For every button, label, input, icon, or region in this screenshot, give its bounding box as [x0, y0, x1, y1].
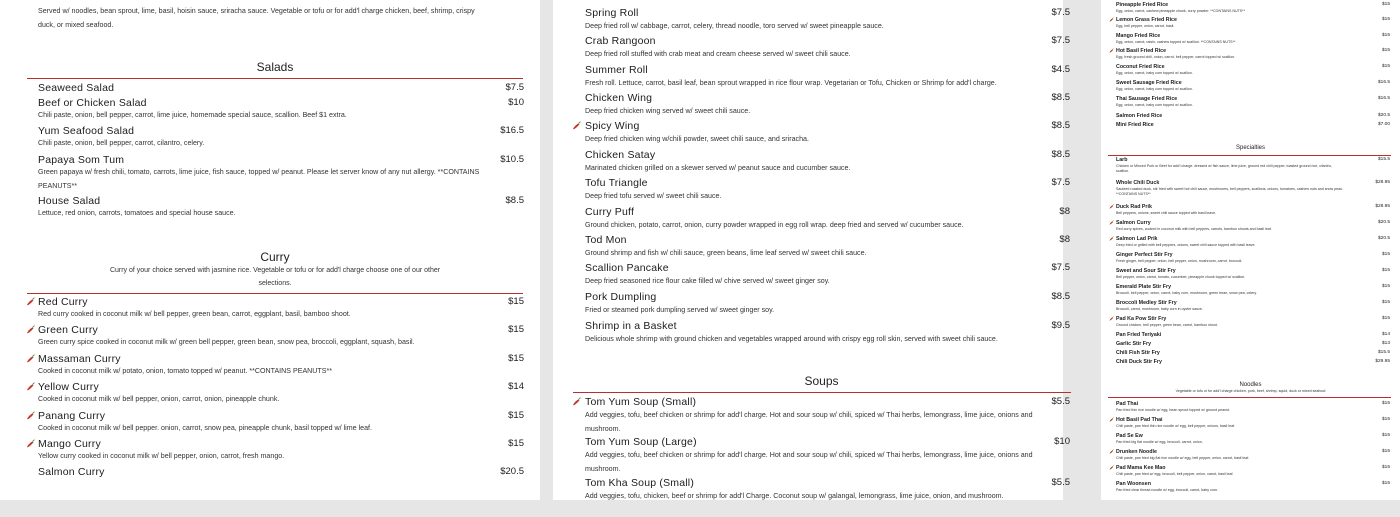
menu-item-name: Broccoli Medley Stir Fry [1116, 300, 1177, 306]
menu-item-name: Pork Dumpling [585, 291, 657, 303]
menu-page-right [1101, 0, 1400, 500]
menu-item [38, 381, 524, 409]
menu-item-price: $10 [508, 97, 524, 108]
menu-item [1116, 33, 1390, 47]
menu-item-price: $9.5 [1051, 320, 1070, 331]
menu-item-name: Papaya Som Tum [38, 154, 125, 166]
menu-item [1116, 2, 1390, 16]
menu-item [585, 149, 1070, 177]
menu-item-price: $15 [1381, 268, 1390, 273]
curry-subtitle: selections. [258, 280, 292, 287]
menu-item [38, 324, 524, 352]
menu-item-name: Mango Curry [38, 438, 101, 450]
menu-item [585, 206, 1070, 234]
menu-item-name: Yum Seafood Salad [38, 125, 135, 137]
menu-item-desc: Deep fried tofu served w/ sweet chili sauce. [585, 192, 722, 200]
menu-item-name: Chili Fish Stir Fry [1116, 350, 1160, 356]
section-divider [27, 78, 523, 79]
menu-item-name: Coconut Fried Rice [1116, 64, 1165, 70]
menu-item-desc: Fresh roll. Lettuce, carrot, basil leaf, bean sprout wrapped in rice flour wrap. Vegetarian or Tofu, Chicken or Shrimp for add'l charge. [585, 79, 997, 87]
menu-item-name: Chicken Satay [585, 149, 656, 161]
menu-item-desc: Chili paste, onion, bell pepper, carrot, cilantro, celery. [38, 139, 205, 147]
menu-item-price: $15 [508, 296, 524, 307]
menu-item-desc: Green curry spice cooked in coconut milk w/ green bell pepper, green bean, snow pea, broccoli, eggplant, squash, basil. [38, 338, 415, 347]
menu-item [1116, 284, 1390, 298]
menu-item-desc: Chili paste, pan fried thin rice noodle w/ egg, bell pepper, onions, basil leaf. [1116, 423, 1236, 428]
menu-item [1116, 80, 1390, 94]
menu-item-name: Tom Yum Soup (Small) [585, 396, 697, 408]
noodles-subtitle: Vegetable or tofu or for add'l charge chicken, pork, beef, shrimp, squid, duck or mixed seafood [1175, 389, 1326, 393]
menu-item-name: Mango Fried Rice [1116, 33, 1161, 39]
menu-item [585, 477, 1070, 517]
menu-item-desc: duck, or mixed seafood. [38, 21, 114, 29]
menu-item-name: Sweet Sausage Fried Rice [1116, 80, 1182, 86]
menu-item-price: $16.5 [500, 125, 524, 136]
menu-item [1116, 180, 1390, 197]
menu-item [585, 436, 1070, 476]
menu-item [38, 195, 524, 223]
menu-item-name: Salmon Curry [38, 466, 105, 479]
menu-item-price: $15 [1381, 17, 1390, 22]
menu-item-desc: Deep fried chicken wing served w/ sweet chili sauce. [585, 107, 751, 115]
menu-item-price: $16.5 [1377, 96, 1390, 101]
menu-item-price: $15 [508, 324, 524, 336]
section-divider [27, 293, 523, 294]
menu-item-name: Scallion Pancake [585, 262, 669, 274]
menu-item-desc: scallion. [1116, 169, 1129, 174]
menu-item-desc: Pan fried big flat noodle w/ egg, broccoli, carrot, onion. [1116, 439, 1203, 444]
menu-item-price: $28.95 [1375, 204, 1390, 209]
menu-item-name: Red Curry [38, 296, 88, 308]
menu-item [1116, 220, 1390, 234]
menu-item [1116, 316, 1390, 330]
menu-item-desc: Served w/ noodles, bean sprout, lime, basil, hoisin sauce, sriracha sauce. Vegetable or tofu or for add'l charge chicken, beef, shrimp, crispy [38, 7, 475, 15]
menu-item-name: Panang Curry [38, 409, 106, 422]
menu-item-name: Tom Yum Soup (Large) [585, 436, 697, 448]
menu-item [585, 177, 1070, 205]
menu-item-price: $16.5 [1377, 80, 1390, 85]
menu-item [585, 7, 1070, 35]
menu-item-price: $15 [1381, 449, 1390, 454]
menu-item-name: Thai Sausage Fried Rice [1116, 96, 1178, 102]
menu-item-desc: Cooked in coconut milk w/ potato, onion, tomato topped w/ peanut. **CONTAINS PEANUTS** [38, 366, 333, 375]
menu-item-name: Spring Roll [585, 7, 639, 19]
menu-item [1116, 96, 1390, 110]
spicy-chili-icon [1109, 417, 1114, 422]
menu-item-desc: Red curry cooked in coconut milk w/ bell pepper, green bean, carrot, eggplant, basil, bamboo shoot. [38, 310, 351, 318]
menu-item-price: $15 [1381, 316, 1390, 321]
menu-item-name: Salmon Curry [1116, 220, 1151, 226]
menu-item-desc: Pan fried clear thread noodle w/ egg, broccoli, carrot, baby corn. [1116, 487, 1219, 492]
menu-item-price: $15 [1381, 252, 1390, 257]
spicy-chili-icon [26, 325, 35, 334]
menu-item-desc: Broccoli, carrot, mushroom, baby corn in oyster sauce. [1116, 306, 1203, 311]
menu-item-desc: Egg, onion, carrot, baby corn topped w/ scallion. [1116, 86, 1193, 91]
spicy-chili-icon [572, 397, 581, 406]
menu-item-price: $10.5 [500, 154, 524, 165]
menu-item-desc: Egg, fresh ground chili, onion, carrot, bell pepper, carrot topped w/ scallion. [1116, 54, 1236, 59]
menu-item-price: $15 [1381, 465, 1390, 470]
spicy-chili-icon [26, 411, 35, 420]
menu-item-desc: Bell pepper, onion, carrot, tomato, cucumber, pineapple chunk topped w/ scallion. [1116, 274, 1246, 279]
spicy-chili-icon [1109, 316, 1114, 321]
spicy-chili-icon [1109, 449, 1114, 454]
menu-item [38, 353, 524, 381]
menu-item [1116, 48, 1390, 62]
section-title-curry: Curry [260, 250, 290, 264]
menu-item-name: Mini Fried Rice [1116, 122, 1154, 128]
menu-item-price: $7.5 [1051, 177, 1070, 188]
menu-item-desc: Yellow curry cooked in coconut milk w/ bell pepper, onion, carrot, fresh mango. [38, 452, 285, 460]
menu-item [585, 234, 1070, 262]
menu-item-desc: Deep fried seasoned rice flour cake filled w/ chive served w/ sweet ginger soy. [585, 277, 830, 285]
menu-item-name: Larb [1116, 157, 1128, 163]
menu-item-price: $7.00 [1377, 122, 1390, 127]
menu-item-price: $15 [1381, 48, 1390, 53]
menu-item-price: $15 [1381, 417, 1390, 422]
menu-item-desc: Broccoli, bell pepper, onion, carrot, baby corn, mushroom, green bean, snow pea, celery. [1116, 290, 1257, 295]
menu-item-desc: Egg, onion, carrot, raisin, cashew topped w/ scallion. **CONTAINS NUTS** [1116, 39, 1236, 44]
menu-item-desc: Egg, onion, carrot, cashew pineapple chunk, curry powder. **CONTAINS NUTS** [1116, 8, 1245, 13]
curry-subtitle: Curry of your choice served with jasmine rice. Vegetable or tofu or for add'l charge choose one of our other [109, 267, 441, 274]
menu-item-name: Pan Woonsen [1116, 481, 1151, 487]
menu-item [585, 396, 1070, 436]
menu-item-desc: Deep fried chicken wing w/chili powder, sweet chili sauce, and sriracha. [585, 135, 809, 143]
menu-item-name: Salmon Fried Rice [1116, 113, 1163, 119]
menu-item-desc: Deep fried roll w/ cabbage, carrot, celery, thread noodle, toro served w/ sweet pineapple sauce. [585, 22, 884, 30]
menu-item-price: $15 [1381, 33, 1390, 38]
menu-item [1116, 481, 1390, 495]
menu-item [1116, 401, 1390, 415]
spicy-chili-icon [1109, 204, 1114, 209]
menu-item [1116, 433, 1390, 447]
menu-item [38, 97, 524, 125]
menu-item-desc: Deep fried or grilled with bell peppers, onions, sweet chili sauce topped with basil leave. [1116, 242, 1256, 247]
menu-item-price: $5.5 [1051, 396, 1070, 407]
menu-item-price: $15.5 [1377, 157, 1390, 162]
menu-item [585, 64, 1070, 92]
menu-page-middle [553, 0, 1070, 500]
menu-item-price: $20.5 [1377, 113, 1390, 118]
menu-item [1116, 465, 1390, 479]
spicy-chili-icon [26, 382, 35, 391]
menu-item [1116, 268, 1390, 282]
menu-item-desc: PEANUTS** [38, 182, 78, 190]
menu-item-name: Hot Basil Pad Thai [1116, 417, 1163, 423]
menu-item-price: $20.5 [500, 466, 524, 478]
menu-item-price: $15 [1381, 2, 1390, 7]
menu-item [585, 291, 1070, 319]
menu-item-name: Salmon Lad Prik [1116, 236, 1158, 242]
menu-item-price: $7.5 [1051, 7, 1070, 18]
menu-item-name: Duck Rad Prik [1116, 204, 1152, 210]
menu-item-desc: Fried or steamed pork dumpling served w/ sweet ginger soy. [585, 306, 775, 314]
menu-item [1116, 417, 1390, 431]
menu-item-name: Drunken Noodle [1116, 449, 1157, 455]
menu-item [38, 296, 524, 324]
menu-item-desc: Add veggies, tofu, chicken, beef or shrimp for add'l Charge. Coconut soup w/ galangal, lemongrass, lime juice, onion, and mushroom. [585, 492, 1004, 500]
menu-item [38, 438, 524, 466]
menu-item [1116, 157, 1390, 174]
spicy-chili-icon [572, 121, 581, 130]
menu-item-name: Emerald Plate Stir Fry [1116, 284, 1172, 290]
menu-item-price: $7.5 [1051, 35, 1070, 46]
menu-item-name: Tod Mon [585, 234, 627, 246]
menu-item-name: Pad Thai [1116, 401, 1139, 407]
menu-item-price: $8.5 [1051, 92, 1070, 103]
menu-item [38, 154, 524, 190]
menu-item [38, 410, 524, 438]
menu-item-name: Massaman Curry [38, 352, 121, 365]
spicy-chili-icon [1109, 236, 1114, 241]
menu-item-desc: Ground chicken, potato, carrot, onion, curry powder wrapped in egg roll wrap. deep fried and served w/ cucumber sauce. [585, 221, 964, 229]
menu-item-name: Tom Kha Soup (Small) [585, 477, 695, 489]
menu-item-name: Shrimp in a Basket [585, 320, 677, 332]
section-title-specialties: Specialties [1235, 145, 1265, 151]
menu-item-name: Hot Basil Fried Rice [1116, 48, 1167, 54]
menu-item [1116, 236, 1390, 250]
spicy-chili-icon [26, 297, 35, 306]
menu-item-price: $20.5 [1377, 220, 1390, 225]
menu-item-desc: Marinated chicken grilled on a skewer served w/ peanut sauce and cucumber sauce. [585, 164, 851, 172]
menu-item-name: Green Curry [38, 324, 98, 337]
menu-item-price: $13 [1381, 341, 1390, 346]
menu-item [585, 92, 1070, 120]
menu-item-desc: Deep fried roll stuffed with crab meat and cream cheese served w/ sweet chili sauce. [585, 50, 851, 58]
section-divider [1108, 155, 1391, 156]
menu-item-price: $14 [508, 381, 524, 393]
menu-item [585, 35, 1070, 63]
spicy-chili-icon [1109, 48, 1114, 53]
menu-item-desc: Fresh ginger, bell pepper, onion, bell pepper, onion, mushroom, carrot, broccoli. [1116, 258, 1243, 263]
menu-item [38, 125, 524, 153]
menu-item-price: $15 [1381, 64, 1390, 69]
menu-item-desc: Egg, onion, carrot, baby corn topped w/ scallion. [1116, 70, 1193, 75]
menu-item-price: $7.5 [505, 82, 524, 93]
section-title-salads: Salads [256, 60, 294, 74]
menu-item-name: Lemon Grass Fried Rice [1116, 17, 1177, 23]
menu-item-desc: Chili paste, pan fried w/ egg, broccoli, bell pepper, onion, carrot, basil leaf. [1116, 471, 1234, 476]
menu-item-desc: Cooked in coconut milk w/ bell pepper, onion, carrot, onion, pineapple chunk. [38, 395, 280, 404]
menu-item [1116, 300, 1390, 314]
menu-item-desc: Pan fried thin rice noodle w/ egg, bean sprout topped w/ ground peanut. [1116, 407, 1231, 412]
menu-item-name: Beef or Chicken Salad [38, 97, 147, 109]
section-title-soups: Soups [804, 374, 839, 388]
menu-item-desc: Green papaya w/ fresh chili, tomato, carrots, lime juice, fish sauce, topped w/ peanut. Please let server know of any nut allergy. **CONTAINS [38, 168, 480, 176]
menu-item-desc: Add veggies, tofu, beef chicken or shrimp for add'l charge. Hot and sour soup w/ chili, spiced w/ Thai herbs, lemongrass, lime juice, onions and [585, 451, 1033, 459]
menu-item [1116, 17, 1390, 31]
menu-item-name: Pad Se Ew [1116, 433, 1143, 439]
menu-item-price: $8 [1059, 234, 1070, 245]
menu-item [1116, 252, 1390, 266]
menu-item [1116, 449, 1390, 463]
menu-item [585, 320, 1070, 348]
spicy-chili-icon [1109, 220, 1114, 225]
menu-item-price: $14 [1381, 332, 1390, 337]
menu-item-name: House Salad [38, 195, 101, 207]
section-divider [1108, 397, 1391, 398]
menu-item-price: $15 [1381, 284, 1390, 289]
menu-item-price: $8.5 [1051, 120, 1070, 131]
menu-item-name: Ginger Perfect Stir Fry [1116, 252, 1173, 258]
menu-item-name: Tofu Triangle [585, 177, 648, 189]
menu-item-price: $15 [508, 409, 524, 421]
menu-item-price: $15 [508, 352, 524, 364]
menu-item-name: Chicken Wing [585, 92, 653, 104]
menu-item-desc: Lettuce, red onion, carrots, tomatoes and special house sauce. [38, 209, 236, 217]
section-title-noodles: Noodles [1239, 382, 1262, 388]
menu-item-price: $5.5 [1051, 477, 1070, 488]
menu-page-left [0, 0, 540, 500]
menu-item-desc: Red curry spices, cooked in coconut milk with bell peppers, carrots, bamboo shoots and basil leaf. [1116, 226, 1272, 231]
menu-item-price: $29.95 [1375, 359, 1390, 364]
menu-item-price: $15 [1381, 481, 1390, 486]
spicy-chili-icon [26, 354, 35, 363]
menu-item-price: $4.5 [1051, 64, 1070, 75]
menu-item-price: $8.5 [505, 195, 524, 206]
menu-item [585, 120, 1070, 148]
menu-item-desc: Delicious whole shrimp with ground chicken and vegetables wrapped around with crispy egg roll skin, served with sweet chili sauce. [585, 335, 998, 343]
menu-item-name: Sweet and Sour Stir Fry [1116, 268, 1176, 274]
menu-item [1116, 204, 1390, 218]
menu-item-price: $10 [1054, 436, 1070, 447]
menu-item-desc: Egg, onion, carrot, baby corn topped w/ scallion. [1116, 102, 1193, 107]
menu-item-name: Seaweed Salad [38, 82, 115, 94]
menu-item-desc: Cooked in coconut milk w/ bell pepper. onion, carrot, snow pea, pineapple chunk, basil topped w/ lime leaf. [38, 423, 372, 432]
menu-item-price: $15 [508, 438, 524, 449]
menu-item-desc: Bell peppers, onions, sweet chili sauce topped with basil leave. [1116, 210, 1217, 215]
menu-item-desc: mushroom. [585, 465, 621, 473]
menu-item-desc: Chili paste, pan fried big flat rice noodle w/ egg, bell pepper, onion, carrot, basil leaf. [1116, 455, 1250, 460]
spicy-chili-icon [1109, 17, 1114, 22]
menu-item-desc: Ground shrimp and fish w/ chili sauce, green beans, lime leaf served w/ sweet chili sauce. [585, 249, 867, 257]
menu-item-price: $15.5 [1377, 350, 1390, 355]
menu-item-price: $15 [1381, 433, 1390, 438]
menu-item-name: Pan Fried Teriyaki [1116, 332, 1162, 338]
menu-item [38, 466, 524, 494]
menu-item-name: Spicy Wing [585, 120, 640, 132]
menu-item [1116, 359, 1390, 373]
menu-item-desc: Add veggies, tofu, beef chicken or shrimp for add'l charge. Hot and sour soup w/ chili, spiced w/ Thai herbs, lemongrass, lime juice, onions and [585, 411, 1033, 419]
section-divider [573, 392, 1071, 393]
menu-item [1116, 64, 1390, 78]
spicy-chili-icon [1109, 465, 1114, 470]
menu-item-price: $8.5 [1051, 149, 1070, 160]
menu-item-price: $28.95 [1375, 180, 1390, 185]
menu-item-desc: **CONTAINS NUTS** [1116, 192, 1151, 197]
menu-item-name: Curry Puff [585, 206, 635, 218]
menu-item-desc: mushroom. [585, 425, 621, 433]
spicy-chili-icon [26, 439, 35, 448]
menu-item-name: Garlic Stir Fry [1116, 341, 1152, 347]
menu-item-price: $20.5 [1377, 236, 1390, 241]
menu-item-name: Whole Chili Duck [1116, 180, 1160, 186]
menu-item-name: Pineapple Fried Rice [1116, 2, 1169, 8]
menu-item-name: Summer Roll [585, 64, 648, 76]
menu-item-price: $7.5 [1051, 262, 1070, 273]
menu-item-desc: Sauteed roasted duck, stir fried with sweet hot chili sauce, mushrooms, bell peppers, scallions, onions, tomatoes, cashew nuts and snow peas. [1116, 186, 1343, 191]
menu-item-name: Crab Rangoon [585, 35, 656, 47]
menu-item-desc: Chili paste, onion, bell pepper, carrot, lime juice, homemade special sauce, scallion. Beef $1 extra. [38, 111, 347, 119]
menu-item-price: $8 [1059, 206, 1070, 217]
menu-item-name: Yellow Curry [38, 381, 99, 394]
menu-item-name: Pad Ka Pow Stir Fry [1116, 316, 1167, 322]
menu-item-name: Chili Duck Stir Fry [1116, 359, 1162, 365]
menu-item-desc: Ground chicken, bell pepper, green bean, carrot, bamboo shoot. [1116, 322, 1218, 327]
menu-item-name: Pad Mama Kee Mao [1116, 465, 1166, 471]
menu-item [1116, 122, 1390, 136]
menu-item-price: $8.5 [1051, 291, 1070, 302]
menu-item-desc: Chicken or Minced Pork or Beef for add'l charge. dressed w/ fish sauce, lime juice, ground red chili pepper, toasted ground rice, cilantro, [1116, 163, 1332, 168]
menu-item-price: $15 [1381, 401, 1390, 406]
menu-item [585, 262, 1070, 290]
menu-item-price: $15 [1381, 300, 1390, 305]
menu-item-desc: Egg, bell pepper, onion, carrot, basil. [1116, 23, 1175, 28]
